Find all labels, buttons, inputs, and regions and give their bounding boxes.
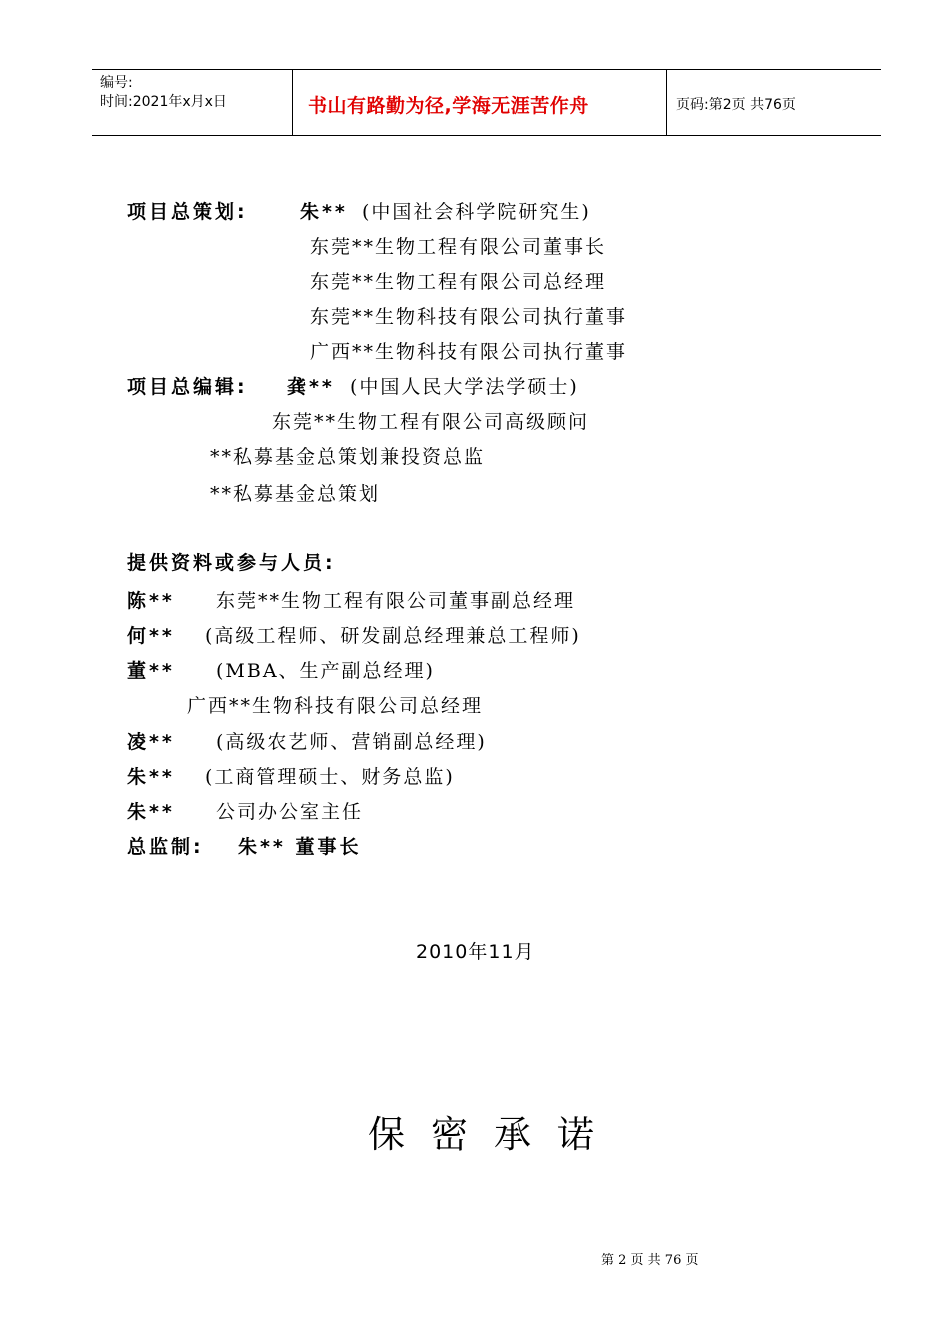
page-footer: 第 2 页 共 76 页: [601, 1253, 699, 1268]
editor-line: **私募基金总策划兼投资总监: [210, 446, 486, 468]
editor-line: **私募基金总策划: [210, 483, 381, 505]
person-name: 朱**: [127, 766, 175, 788]
header-time-label: 时间:2021年x月x日: [100, 94, 227, 110]
person-desc: (高级农艺师、营销副总经理): [216, 731, 487, 753]
document-date: 2010年11月: [416, 941, 535, 963]
editor-line: 东莞**生物工程有限公司高级顾问: [272, 411, 590, 433]
person-name: 凌**: [127, 731, 175, 753]
person-name: 何**: [127, 625, 175, 647]
header-bottom-rule: [92, 135, 881, 136]
header-top-rule: [92, 69, 881, 70]
planning-line: (中国社会科学院研究生): [362, 201, 591, 223]
header-divider: [292, 69, 293, 136]
person-name: 朱**: [127, 801, 175, 823]
header-divider: [666, 69, 667, 136]
person-name: 陈**: [127, 590, 175, 612]
confidential-title: 保密承诺: [368, 1113, 620, 1156]
person-desc: (高级工程师、研发副总经理兼总工程师): [205, 625, 581, 647]
person-extra: 广西**生物科技有限公司总经理: [187, 695, 484, 717]
person-desc: 公司办公室主任: [216, 801, 364, 823]
planning-line: 东莞**生物工程有限公司董事长: [310, 236, 607, 258]
planning-name: 朱**: [300, 201, 348, 223]
planning-line: 东莞**生物工程有限公司总经理: [310, 271, 607, 293]
supervisor-value: 朱** 董事长: [238, 836, 362, 858]
planning-line: 东莞**生物科技有限公司执行董事: [310, 306, 628, 328]
editor-line: (中国人民大学法学硕士): [350, 376, 579, 398]
supervisor-label: 总监制:: [127, 836, 204, 858]
person-name: 董**: [127, 660, 175, 682]
editor-label: 项目总编辑:: [127, 376, 248, 398]
header-number-label: 编号:: [100, 75, 133, 91]
planning-line: 广西**生物科技有限公司执行董事: [310, 341, 628, 363]
person-desc: (MBA、生产副总经理): [216, 660, 435, 682]
contributors-heading: 提供资料或参与人员:: [127, 552, 336, 574]
planning-label: 项目总策划:: [127, 201, 248, 223]
header-motto: 书山有路勤为径,学海无涯苦作舟: [308, 95, 589, 117]
person-desc: 东莞**生物工程有限公司董事副总经理: [216, 590, 576, 612]
person-desc: (工商管理硕士、财务总监): [205, 766, 455, 788]
header-page-label: 页码:第2页 共76页: [676, 97, 796, 113]
editor-name: 龚**: [287, 376, 335, 398]
